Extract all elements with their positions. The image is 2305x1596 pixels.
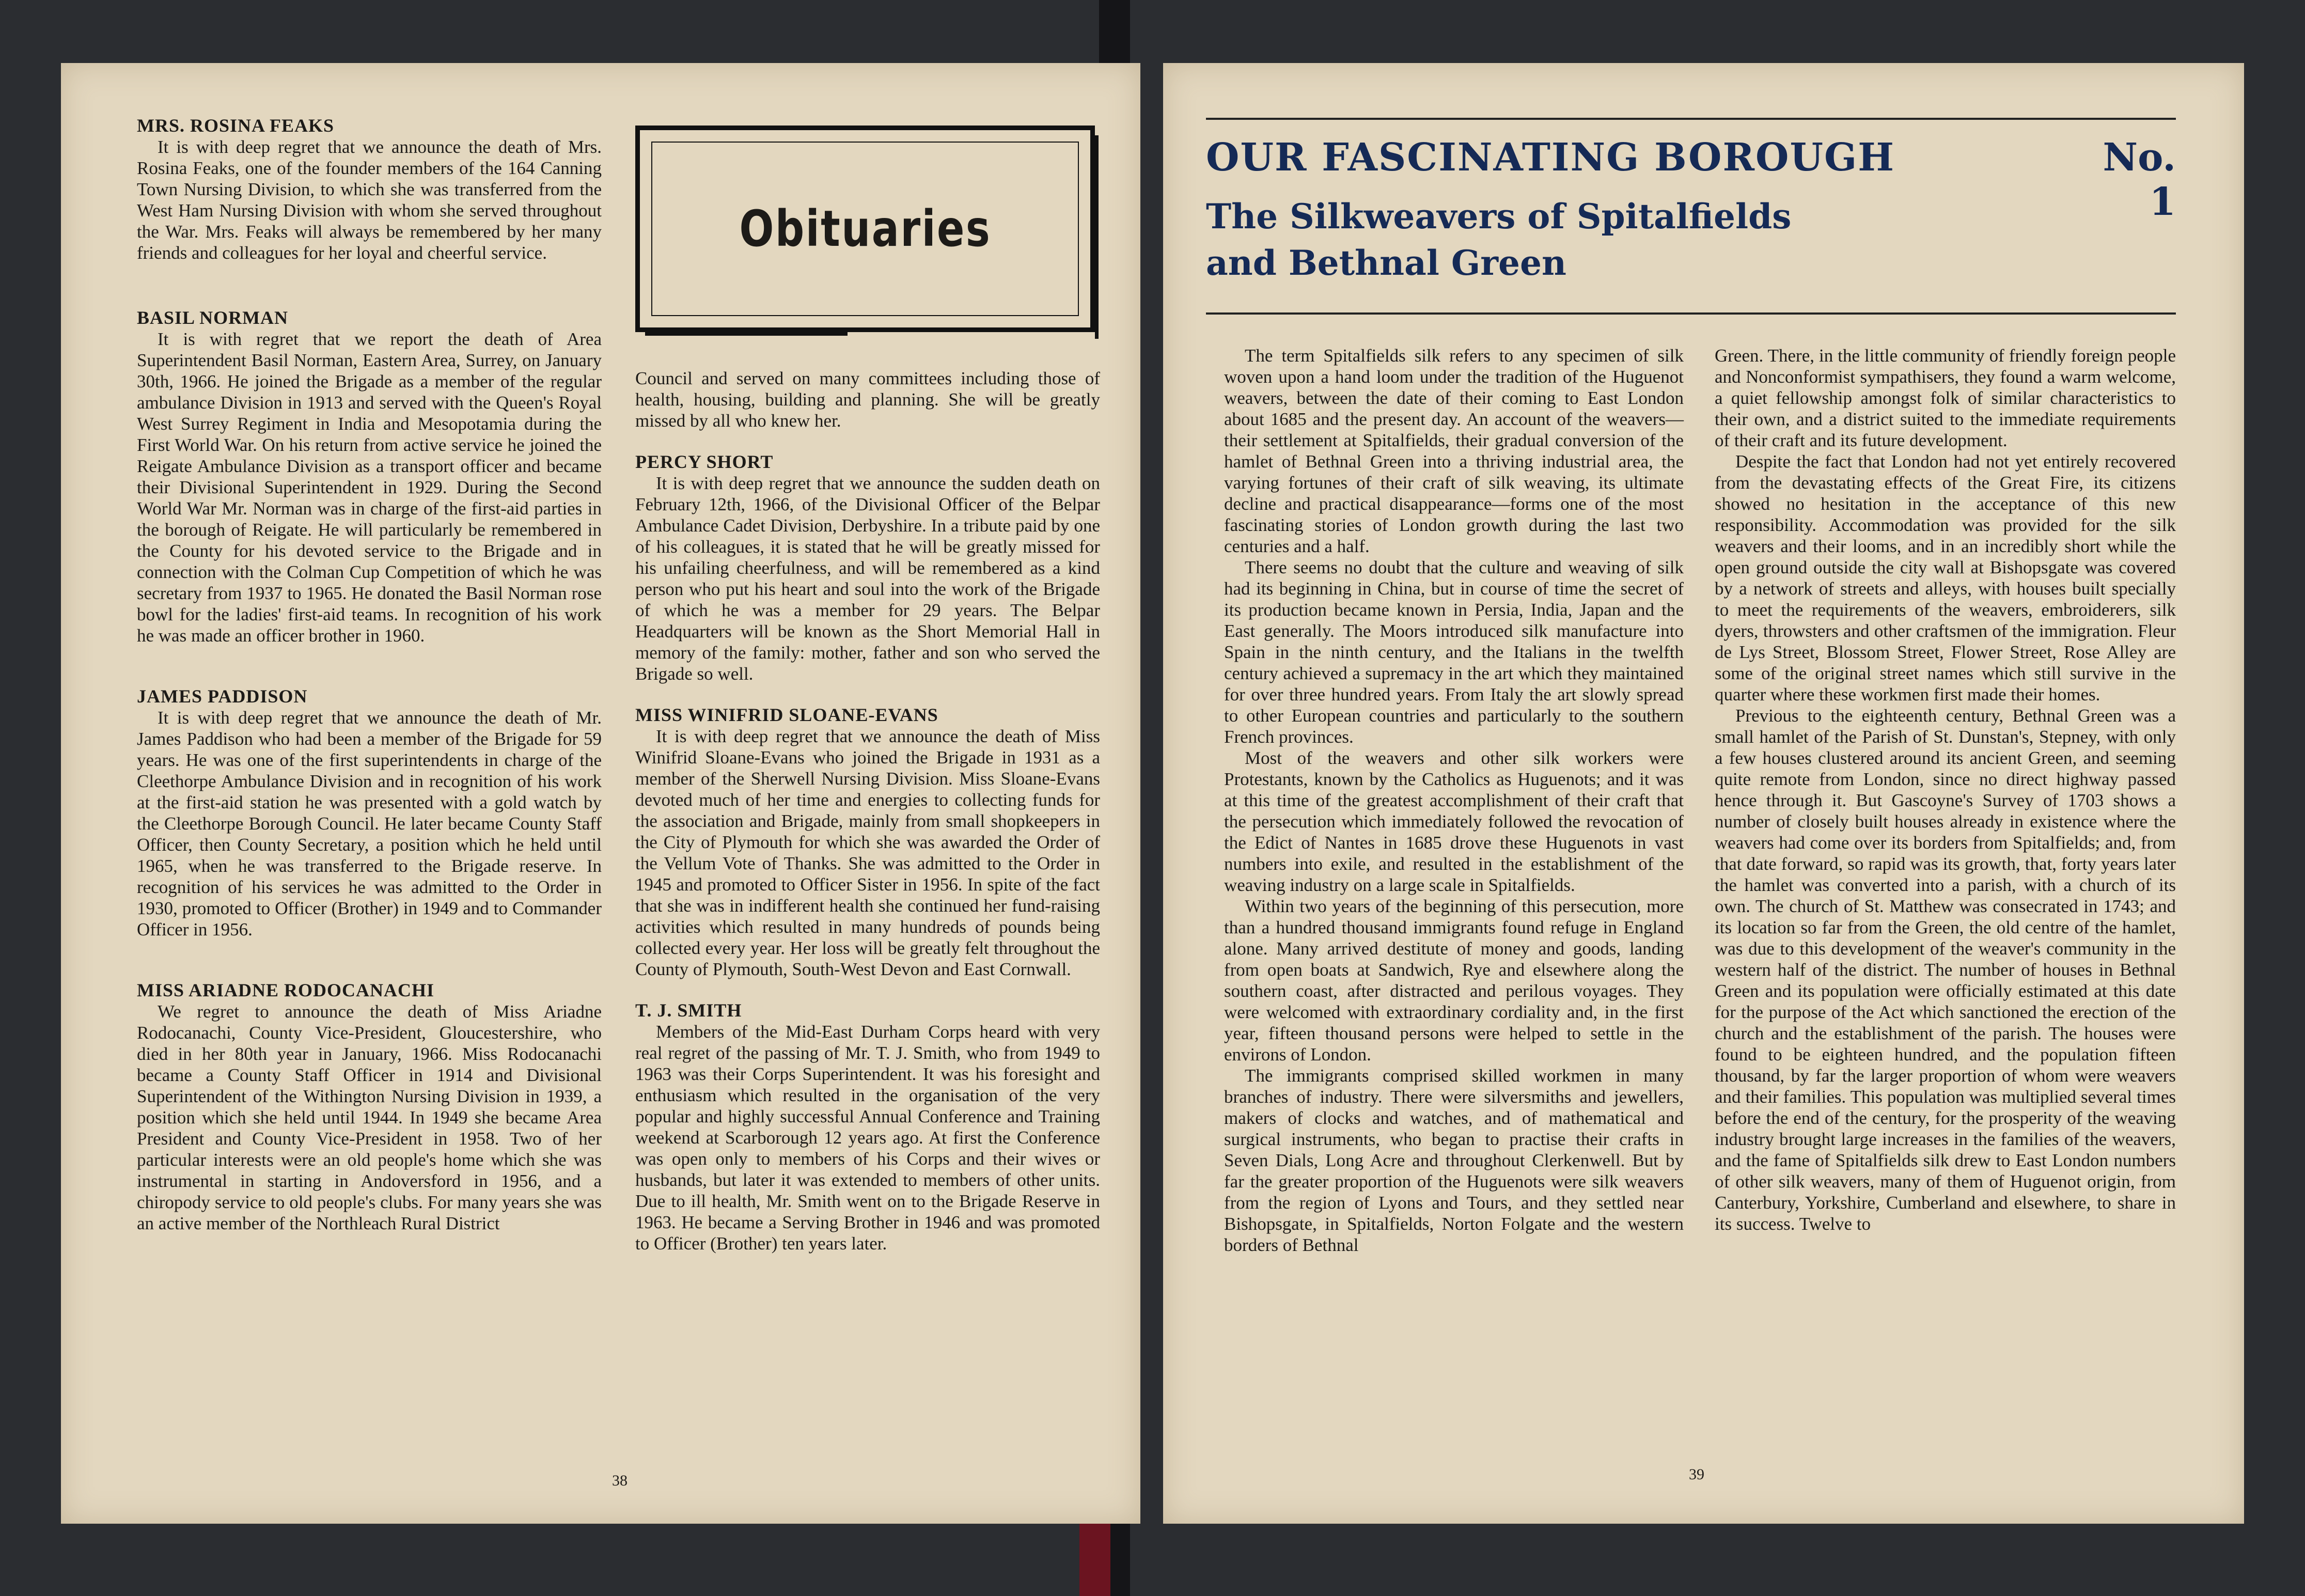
obituary-entry [137,307,602,646]
article-paragraph: The term Spitalfields silk refers to any specimen of silk woven upon a hand loom under the tradition of the Huguenot weavers, between the date of their coming to East London about 1685 and the present day. An account of the weavers—their settlement at Spitalfields, their gradual conversion of the hamlet of Bethnal Green into a thriving industrial area, the varying fortunes of their craft of silk weaving, its ultimate decline and practical disappearance—forms one of the most fascinating stories of London growth during the last two centuries and a half. [1224,346,1684,556]
obituary-entry [137,115,602,263]
obituary-name: PERCY SHORT [635,451,774,472]
obituary-name: T. J. SMITH [635,1000,742,1021]
left-column-2 [635,368,1100,1254]
obituary-text: It is with deep regret that we announce the sudden death on February 12th, 1966, of the Divisional Officer of the Belpar Ambulance Cadet Division, Derbyshire. In a tribute paid by one of his colleagues, it is stated that he will be greatly missed for his unfailing cheerfulness, and will be remembered as a kind person who put his heart and soul into the work of the Brigade of which he was a member for 29 years. The Belpar Headquarters will be known as the Short Memorial Hall in memory of the family: mother, father and son who served the Brigade so well. [635,473,1100,684]
article-paragraph: The immigrants comprised skilled workmen in many branches of industry. There were silversmiths and jewellers, makers of clocks and watches, and of mathematical and surgical instruments, who began to practise their crafts in Seven Dials, Long Acre and throughout Clerkenwell. But by far the greater proportion of the Huguenots were silk weavers from the region of Lyons and Tours, and they settled near Bishopsgate, in Spitalfields, Norton Folgate and the western borders of Bethnal [1224,1066,1684,1255]
page-number-right: 39 [1689,1466,1704,1483]
article-paragraph: Despite the fact that London had not yet entirely recovered from the devastating effects of the Great Fire, its citizens showed no hesitation in the acceptance of this new responsibility. Accommodation was provided for the silk weavers and their looms, and in an incredibly short while the open ground outside the city wall at Bishopsgate was covered by a network of streets and alleys, with houses built specially to meet the requirements of the weavers, embroiderers, silk dyers, throwsters and other craftsmen of the immigration. Fleur de Lys Street, Blossom Street, Flower Street, Rose Alley are some of the original street names which still survive in the quarter where these workmen first made their homes. [1715,451,2176,705]
article-subtitle-line-1: The Silkweavers of Spitalfields [1206,196,1792,237]
article-column-2 [1715,345,2176,1234]
article-paragraph: Most of the weavers and other silk workers were Protestants, known by the Catholics as Huguenots; and it was at this time of the greatest accomplishment of their craft that the persecution which immediately followed the revocation of the Edict of Nantes in 1685 drove these Huguenots in vast numbers into exile, and resulted in the establishment of the weaving industry on a large scale in Spitalfields. [1224,748,1684,895]
obituary-name: JAMES PADDISON [137,686,308,707]
series-title: OUR FASCINATING BOROUGH [1206,135,1895,180]
obituary-name: BASIL NORMAN [137,307,289,328]
header-rule-bottom [1206,312,2176,315]
article-paragraph: There seems no doubt that the culture and weaving of silk had its beginning in China, but in course of time the secret of its production became known in Persia, India, Japan and the East generally. The Moors introduced silk manufacture into Spain in the ninth century, and the Italians in the twelfth century achieved a supremacy in the art which they maintained for over three hundred years. From Italy the art slowly spread to other European countries and particularly to the southern French provinces. [1224,557,1684,747]
obituary-text: We regret to announce the death of Miss Ariadne Rodocanachi, County Vice-President, Gloucestershire, who died in her 80th year in January, 1966. Miss Rodocanachi became a County Staff Officer in 1914 and Divisional Superintendent of the Withington Nursing Division in 1939, a position which she held until 1944. In 1949 she became Area President and County Vice-President in 1958. Two of her particular interests were an old people's home which she was instrumental in starting in Andoversford in 1956, and a chiropody service to old people's clubs. For many years she was an active member of the Northleach Rural District [137,1002,602,1233]
continued-text: Green. There, in the little community of friendly foreign people and Nonconformist sympathisers, they found a warm welcome, a quiet fellowship amongst folk of similar characteristics to their own, and a district suited to the immediate requirements of their craft and its future development. [1715,346,2176,450]
obituaries-title: Obituaries [739,200,991,258]
obituary-entry [635,999,1100,1254]
obituary-entry [635,704,1100,980]
obituary-name: MISS WINIFRID SLOANE-EVANS [635,705,938,725]
obituary-text: Members of the Mid-East Durham Corps heard with very real regret of the passing of Mr. T. J. Smith, who from 1949 to 1963 was their Corps Superintendent. It was his foresight and enthusiasm which resulted in the organisation of the very popular and highly successful Annual Conference and Training weekend at Scarborough 12 years ago. At first the Conference was open only to members of his Corps and their wives or husbands, but later it was extended to members of other units. Due to ill health, Mr. Smith went on to the Brigade Reserve in 1963. He became a Serving Brother in 1946 and was promoted to Officer (Brother) ten years later. [635,1022,1100,1254]
page-number-left: 38 [612,1472,628,1489]
obituaries-banner [635,126,1095,332]
obituary-entry [137,685,602,940]
obituary-text: It is with deep regret that we announce the death of Mr. James Paddison who had been a member of the Brigade for 59 years. He was one of the first superintendents in charge of the Cleethorpe Ambulance Division and in recognition of his work at the first-aid station he was presented with a gold watch by the Cleethorpe Borough Council. He later became County Staff Officer, then County Secretary, a position which he held until 1965, when he was transferred to the Brigade reserve. In recognition of his services he was admitted to the Order in 1930, promoted to Officer (Brother) in 1949 and to Commander Officer in 1956. [137,708,602,940]
article-paragraph: Previous to the eighteenth century, Bethnal Green was a small hamlet of the Parish of St. Dunstan's, Stepney, with only a few houses clustered around its ancient Green, and seeming quite remote from London, since no direct highway passed hence through it. But Gascoyne's Survey of 1703 shows a number of closely built houses already in existence where the weavers had come over its borders from Spitalfields; and, from that date forward, so rapid was its growth, that, forty years later the hamlet was converted into a parish, with a church of its own. The church of St. Matthew was consecrated in 1743; and its location so far from the Green, the old centre of the hamlet, was due to this development of the weaver's community in the western half of the district. The number of houses in Bethnal Green and its population were officially estimated at this date for the purpose of the Act which sanctioned the erection of the church and the establishment of the parish. The houses were found to be eighteen hundred, and the population fifteen thousand, by far the larger proportion of whom were weavers and their families. This population was multiplied several times before the end of the century, for the prosperity of the weaving industry brought large increases in the families of the weavers, and the fame of Spitalfields silk drew to East London numbers of other silk weavers, many of them of Huguenot origin, from Canterbury, Yorkshire, Cumberland and elsewhere, to share in its success. Twelve to [1715,706,2176,1234]
left-column-1 [137,115,602,1234]
issue-number: No. 1 [2103,135,2176,224]
obituary-text: It is with deep regret that we announce the death of Mrs. Rosina Feaks, one of the founder members of the 164 Canning Town Nursing Division, to which she was transferred from the West Ham Nursing Division with whom she served throughout the War. Mrs. Feaks will always be remembered by her many friends and colleagues for her loyal and cheerful service. [137,137,602,263]
obituaries-banner-inner [651,142,1079,316]
article-paragraph: Within two years of the beginning of this persecution, more than a hundred thousand immigrants found refuge in England alone. Many arrived destitute of money and goods, landing from open boats at Sandwich, Rye and elsewhere along the southern coast, after distracted and perilous voyages. They were welcomed with extraordinary cordiality and, in the first year, fifteen thousand persons were helped to settle in the environs of London. [1224,896,1684,1065]
continued-text: Council and served on many committees including those of health, housing, building and planning. She will be greatly missed by all who knew her. [635,368,1100,431]
obituary-text: It is with deep regret that we announce the death of Miss Winifrid Sloane-Evans who joined the Brigade in 1931 as a member of the Sherwell Nursing Division. Miss Sloane-Evans devoted much of her time and energies to collecting funds for the association and Brigade, mainly from small shopkeepers in the City of Plymouth for which she was awarded the Order of the Vellum Vote of Thanks. She was admitted to the Order in 1945 and promoted to Officer Sister in 1956. In spite of the fact that she was in indifferent health she continued her fund-raising activities which resulted in many hundreds of pounds being collected every year. Her loss will be greatly felt throughout the County of Plymouth, South-West Devon and East Cornwall. [635,726,1100,979]
obituary-entry [635,451,1100,684]
header-rule-top [1206,118,2176,120]
obituary-text: It is with regret that we report the death of Area Superintendent Basil Norman, Eastern Area, Surrey, on January 30th, 1966. He joined the Brigade as a member of the regular ambulance Division in 1913 and served with the Queen's Royal West Surrey Regiment in India and Mesopotamia during the First World War. On his return from active service he joined the Reigate Ambulance Division as a transport officer and became their Divisional Superintendent in 1929. During the Second World War Mr. Norman was in charge of the first-aid parties in the borough of Reigate. He will particularly be remembered in the County for his devoted service to the Brigade and in connection with the Colman Cup Competition of which he was secretary from 1937 to 1965. He donated the Basil Norman rose bowl for the ladies' first-aid teams. In recognition of his work he was made an officer brother in 1960. [137,329,602,646]
article-column-1 [1224,345,1684,1256]
obituary-name: MRS. ROSINA FEAKS [137,115,335,136]
obituary-name: MISS ARIADNE RODOCANACHI [137,980,435,1000]
obituary-entry [137,979,602,1234]
article-subtitle-line-2: and Bethnal Green [1206,243,1567,283]
